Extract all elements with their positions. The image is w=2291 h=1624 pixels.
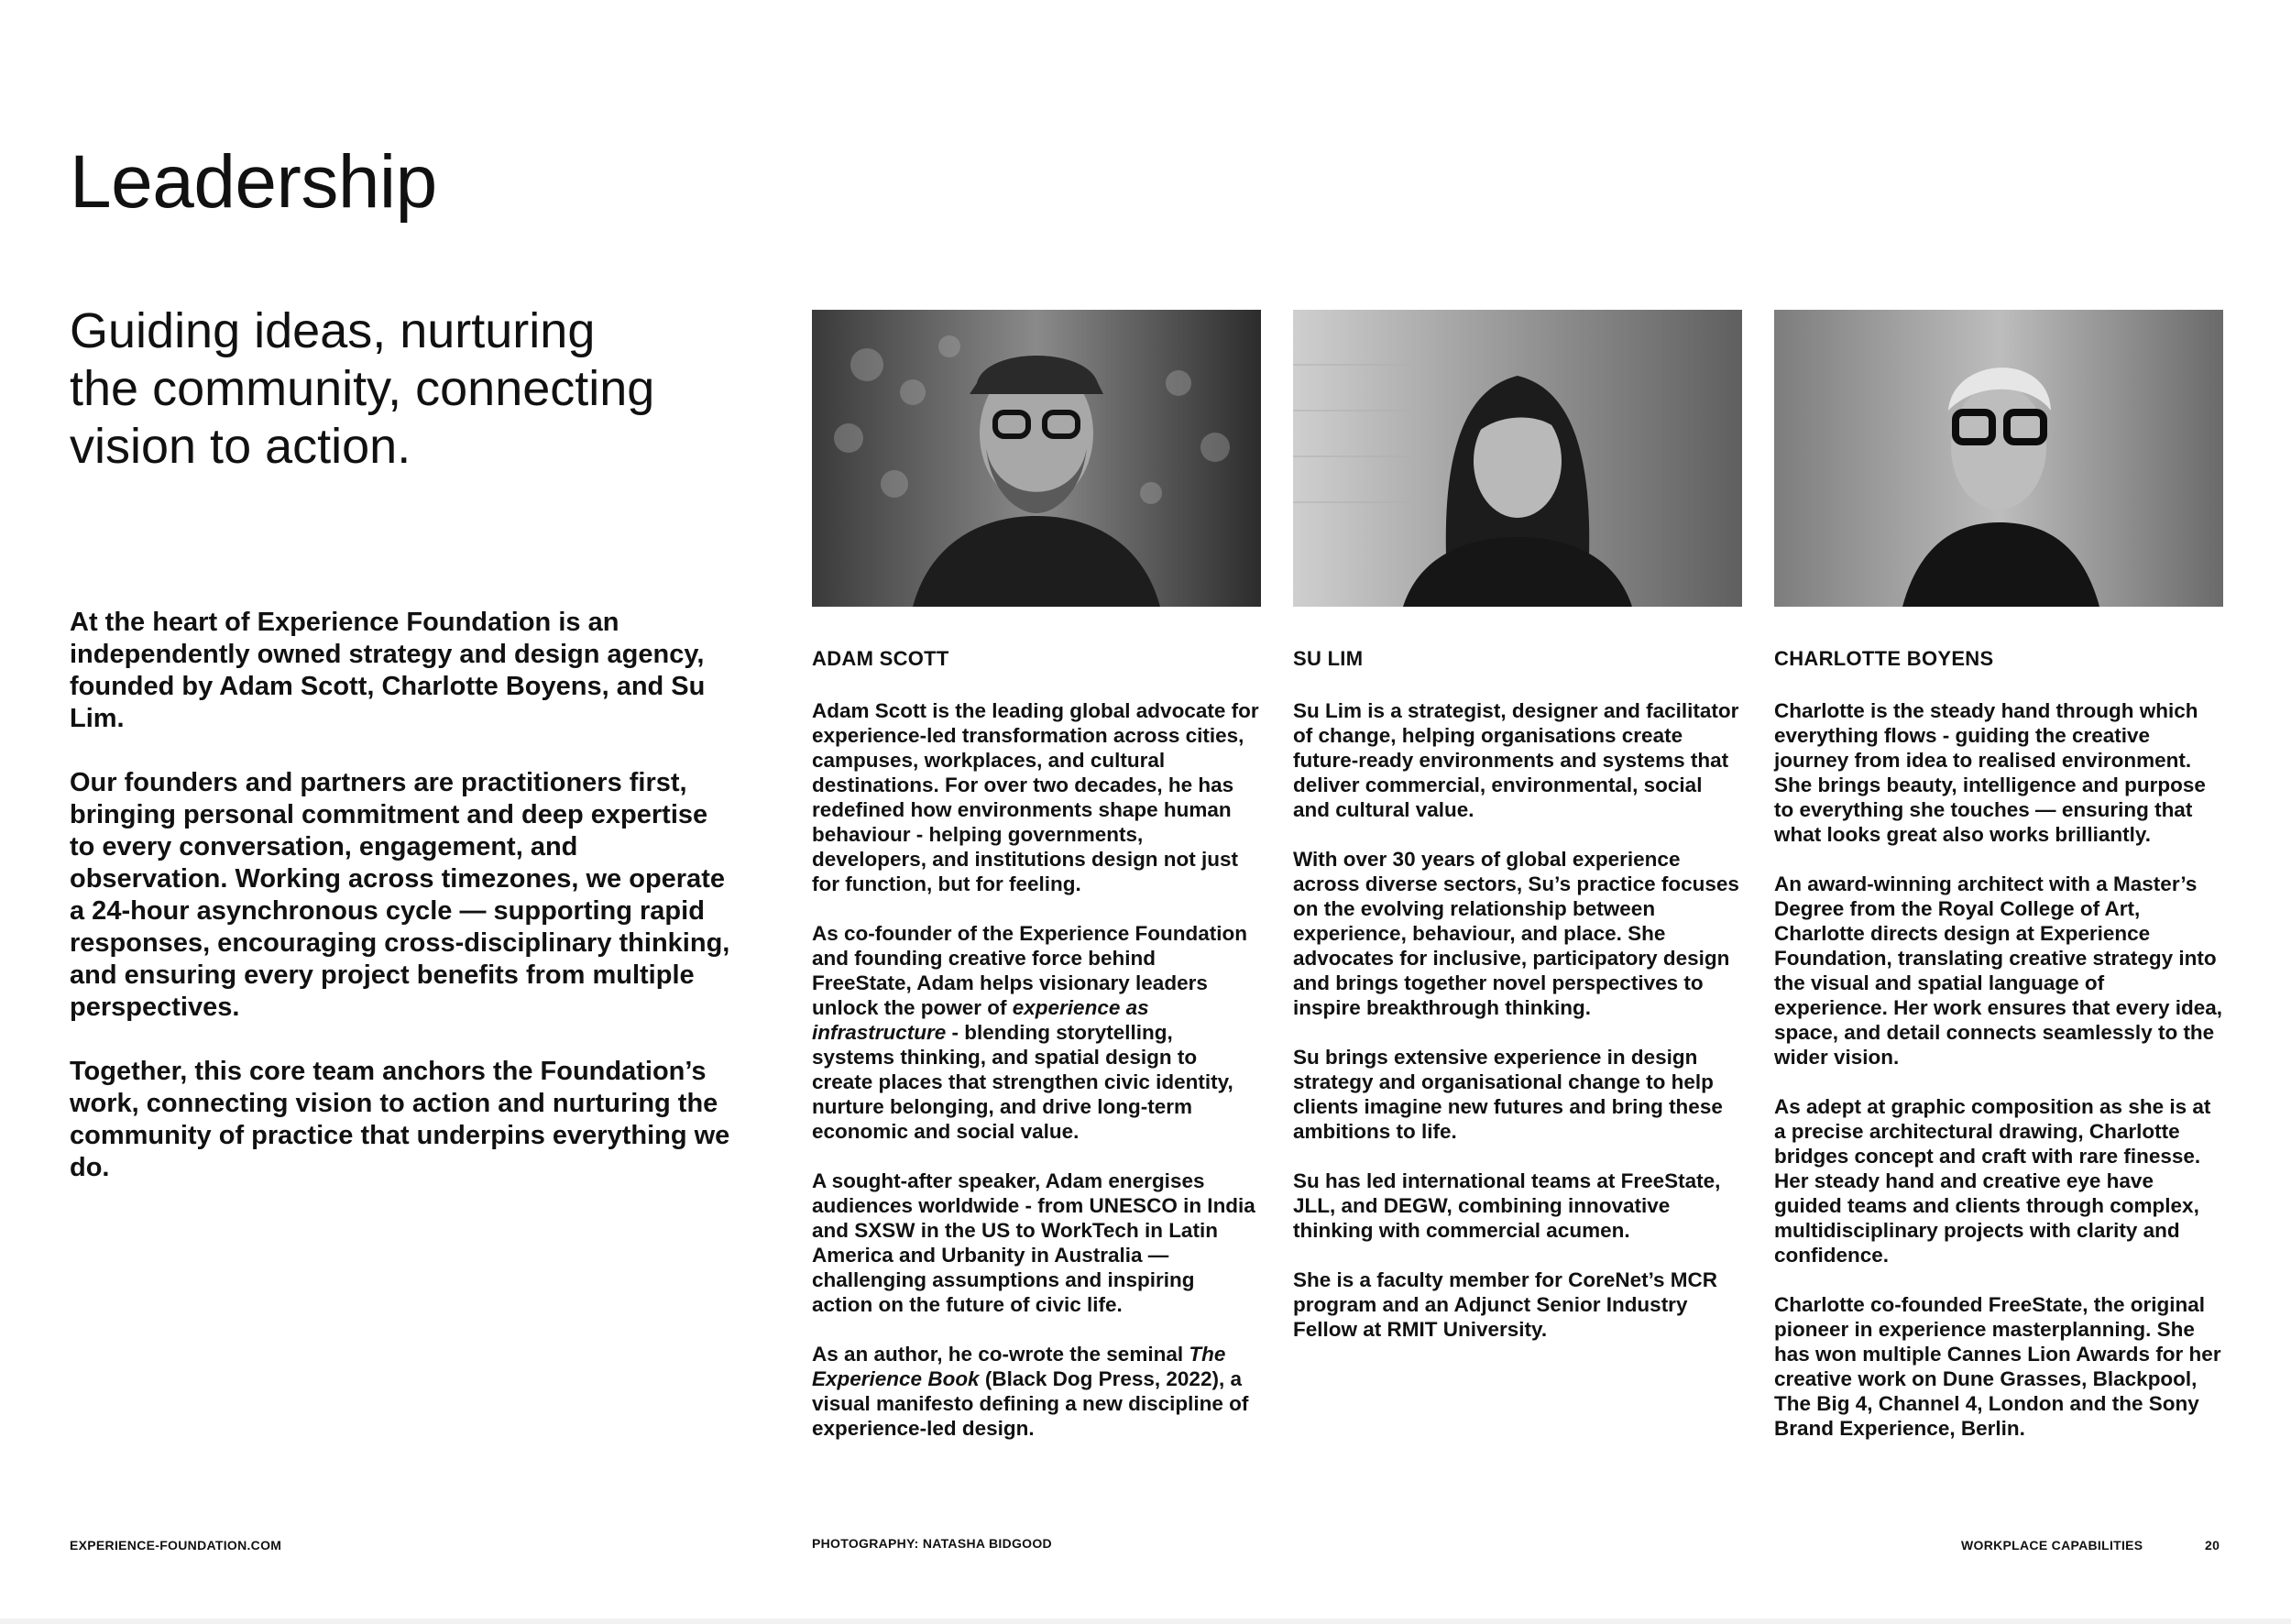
bio-paragraph: An award-winning architect with a Master’s Degree from the Royal College of Art, Charlotte directs design at Experience Foundation, translating creative strategy into the visual and spatial language of experience. Her work ensures that every idea, space, and detail connects seamlessly to the wider vision. <box>1774 872 2222 1069</box>
bio-paragraph: Su brings extensive experience in design strategy and organisational change to help clients imagine new futures and bring these ambitions to life. <box>1293 1046 1723 1143</box>
leader-name: CHARLOTTE BOYENS <box>1774 647 1994 670</box>
bio-paragraph: Su has led international teams at FreeState, JLL, and DEGW, combining innovative thinking with commercial acumen. <box>1293 1169 1721 1242</box>
leader-bio <box>1774 698 2223 1441</box>
bio-paragraph: As adept at graphic composition as she is at a precise architectural drawing, Charlotte bridges concept and craft with rare finesse. Her steady hand and creative eye have guided teams and clients through complex, multidisciplinary projects with clarity and confidence. <box>1774 1095 2211 1267</box>
bio-paragraph: As co-founder of the Experience Foundation and founding creative force behind FreeState, Adam helps visionary leaders unlock the power of experience as infrastructure - blending storytelling, systems thinking, and spatial design to create places that strengthen civic identity, nurture belonging, and drive long-term economic and social value. <box>812 922 1248 1143</box>
bio-paragraph: Charlotte co-founded FreeState, the original pioneer in experience masterplanning. She has won multiple Cannes Lion Awards for her creative work on Dune Grasses, Blackpool, The Big 4, Channel 4, London and the Sony Brand Experience, Berlin. <box>1774 1293 2221 1440</box>
page-title: Leadership <box>70 140 437 224</box>
portrait-photo-su-lim <box>1293 310 1742 607</box>
leader-bio <box>812 698 1261 1441</box>
intro-paragraph: At the heart of Experience Foundation is an independently owned strategy and design agency, founded by Adam Scott, Charlotte Boyens, and Su Lim. <box>70 608 706 733</box>
bio-paragraph: Su Lim is a strategist, designer and facilitator of change, helping organisations create future-ready environments and systems that deliver commercial, environmental, social and cultural value. <box>1293 699 1739 821</box>
intro-paragraph: Together, this core team anchors the Foundation’s work, connecting vision to action and nurturing the community of practice that underpins everything we do. <box>70 1057 730 1182</box>
intro-text <box>70 607 739 1216</box>
leader-bio <box>1293 698 1742 1342</box>
footer-website: EXPERIENCE-FOUNDATION.COM <box>70 1538 282 1553</box>
footer-photography-credit: PHOTOGRAPHY: NATASHA BIDGOOD <box>812 1536 1052 1551</box>
bio-paragraph: With over 30 years of global experience across diverse sectors, Su’s practice focuses on the evolving relationship between experience, behaviour, and place. She advocates for inclusive, participatory design and brings together novel perspectives to inspire breakthrough thinking. <box>1293 848 1739 1019</box>
leader-card-adam-scott <box>812 310 1261 1465</box>
footer-section-name: WORKPLACE CAPABILITIES <box>1961 1538 2143 1553</box>
leader-name: SU LIM <box>1293 647 1364 670</box>
leader-name: ADAM SCOTT <box>812 647 949 670</box>
bio-paragraph: She is a faculty member for CoreNet’s MCR program and an Adjunct Senior Industry Fellow at RMIT University. <box>1293 1268 1718 1341</box>
bio-paragraph: A sought-after speaker, Adam energises audiences worldwide - from UNESCO in India and SXSW in the US to WorkTech in Latin America and Urbanity in Australia — challenging assumptions and inspiring action on the future of civic life. <box>812 1169 1255 1316</box>
portrait-photo-adam-scott <box>812 310 1261 607</box>
page-number: 20 <box>2205 1538 2220 1553</box>
bio-paragraph: Charlotte is the steady hand through which everything flows - guiding the creative journey from idea to realised environment. She brings beauty, intelligence and purpose to everything she touches — ensuring that what looks great also works brilliantly. <box>1774 699 2206 846</box>
leader-card-su-lim <box>1293 310 1742 1366</box>
bottom-divider <box>0 1619 2291 1624</box>
bio-paragraph: As an author, he co-wrote the seminal The Experience Book (Black Dog Press, 2022), a visual manifesto defining a new discipline of experience-led design. <box>812 1343 1249 1440</box>
leader-card-charlotte-boyens <box>1774 310 2223 1465</box>
intro-paragraph: Our founders and partners are practitioners first, bringing personal commitment and deep expertise to every conversation, engagement, and observation. Working across timezones, we operate a 24-hour asynchronous cycle — supporting rapid responses, encouraging cross-disciplinary thinking, and ensuring every project benefits from multiple perspectives. <box>70 768 730 1022</box>
bio-paragraph: Adam Scott is the leading global advocate for experience-led transformation across cities, campuses, workplaces, and cultural destinations. For over two decades, he has redefined how environments shape human behaviour - helping governments, developers, and institutions design not just for function, but for feeling. <box>812 699 1259 895</box>
portrait-photo-charlotte-boyens <box>1774 310 2223 607</box>
tagline: Guiding ideas, nurturing the community, connecting vision to action. <box>70 303 655 474</box>
